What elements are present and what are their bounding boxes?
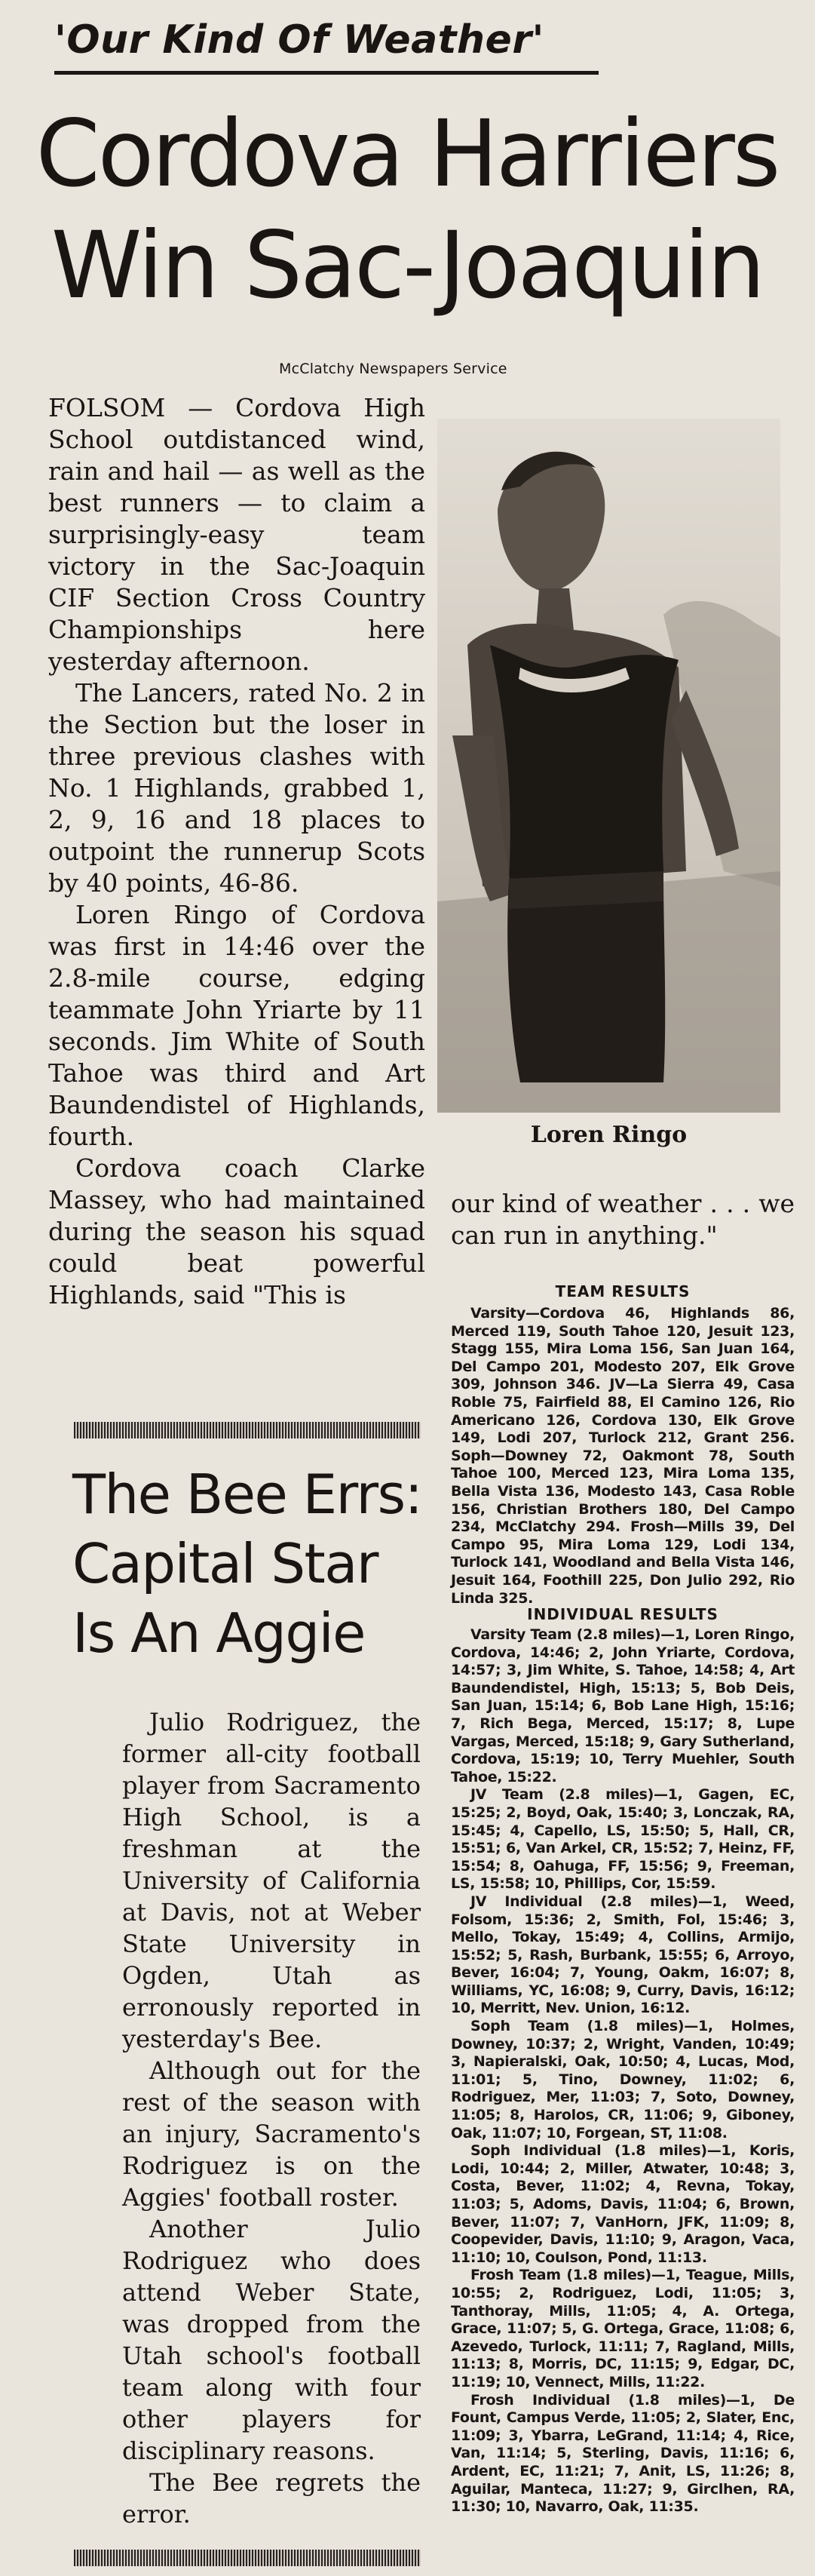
bee-paragraph: Although out for the rest of the season with an injury, Sacramento's Rodriguez is on the Aggies' football roster.: [122, 2056, 421, 2212]
individual-results: [451, 1626, 795, 2516]
headline-line-2: Win Sac-Joaquin: [51, 212, 764, 319]
headline-line-1: Cordova Harriers: [35, 100, 779, 207]
story-continuation-text: our kind of weather . . . we can run in anything.": [451, 1189, 795, 1250]
story-paragraph: The Lancers, rated No. 2 in the Section but the loser in three previous clashes with No. 1 Highlands, grabbed 1, 2, 9, 16 and 18 places to outpoint the runnerup Scots by 40 points, 46-86.: [48, 678, 425, 898]
story-paragraph: Cordova coach Clarke Massey, who had maintained during the season his squad could beat powerful Highlands, said "This is: [48, 1153, 425, 1309]
section-divider-top: [74, 1422, 421, 1438]
results-block-jv-individual: JV Individual (2.8 miles)—1, Weed, Folsom, 15:36; 2, Smith, Fol, 15:46; 3, Mello, Tokay, 15:49; 4, Collins, Armijo, 15:52; 5, Rash, Burbank, 15:55; 6, Arroyo, Bever, 16:04; 7, Young, Oakm, 16:07; 8, Williams, YC, 16:08; 9, Curry, Davis, 16:12; 10, Merritt, Nev. Union, 16:12.: [451, 1893, 795, 2017]
results-block-soph-individual: Soph Individual (1.8 miles)—1, Koris, Lodi, 10:44; 2, Miller, Atwater, 10:48; 3, Costa, Bever, 11:02; 4, Revna, Tokay, 11:03; 5, Adoms, Davis, 11:04; 6, Brown, Bever, 11:07; 7, VanHorn, JFK, 11:09; 8, Coopevider, Davis, 11:10; 9, Aragon, Vaca, 11:10; 10, Coulson, Pond, 11:13.: [451, 2142, 795, 2266]
team-results-text: Varsity—Cordova 46, Highlands 86, Merced 119, South Tahoe 120, Jesuit 123, Stagg 155, Mira Loma 156, San Juan 164, Del Campo 201, Modesto 207, Elk Grove 309, Johnson 346. JV—La Sierra 49, Casa Roble 75, Fairfield 88, El Camino 126, Rio Americano 126, Cordova 130, Elk Grove 149, Lodi 207, Turlock 212, Grant 256. Soph—Downey 72, Oakmont 78, South Tahoe 100, Merced 123, Mira Loma 135, Bella Vista 136, Modesto 143, Casa Roble 156, Christian Brothers 180, Del Campo 234, McClatchy 294. Frosh—Mills 39, Del Campo 95, Mira Loma 129, Lodi 134, Turlock 141, Woodland and Bella Vista 146, Jesuit 164, Foothill 225, Don Julio 292, Rio Linda 325.: [451, 1305, 795, 1607]
section-divider-bottom: [74, 2550, 421, 2566]
bee-correction-body: [122, 1706, 421, 2530]
kicker-rule: [54, 71, 599, 75]
story-paragraph: Loren Ringo of Cordova was first in 14:46 over the 2.8-mile course, edging teammate John Yriarte by 11 seconds. Jim White of South Tahoe was third and Art Baundendistel of Highlands, fourth.: [48, 900, 425, 1151]
bee-correction-headline: [72, 1460, 434, 1668]
bee-headline-line: The Bee Errs:: [72, 1463, 422, 1526]
results-block-frosh-team: Frosh Team (1.8 miles)—1, Teague, Mills, 10:55; 2, Rodriguez, Lodi, 11:05; 3, Tanthoray, Mills, 11:05; 4, A. Ortega, Grace, 11:07; 5, G. Ortega, Grace, 11:08; 6, Azevedo, Turlock, 11:11; 7, Ragland, Mills, 11:13; 8, Morris, DC, 11:15; 9, Edgar, DC, 11:19; 10, Vennect, Mills, 11:22.: [451, 2267, 795, 2390]
results-block-frosh-individual: Frosh Individual (1.8 miles)—1, De Fount, Campus Verde, 11:05; 2, Slater, Enc, 11:09; 3, Ybarra, LeGrand, 11:14; 4, Rice, Van, 11:14; 5, Sterling, Davis, 11:16; 6, Ardent, EC, 11:21; 7, Anit, LS, 11:26; 8, Aguilar, Manteca, 11:27; 9, Girclhen, RA, 11:30; 10, Navarro, Oak, 11:35.: [451, 2391, 795, 2516]
story-body: [48, 392, 425, 1311]
photo-caption: Loren Ringo: [530, 1122, 688, 1148]
bee-paragraph: Another Julio Rodriguez who does attend Weber State, was dropped from the Utah school's football team along with four other players for disciplinary reasons.: [122, 2215, 421, 2465]
bee-headline-line: Capital Star: [72, 1532, 378, 1595]
story-paragraph: FOLSOM — Cordova High School outdistanced wind, rain and hail — as well as the best runners — to claim a surprisingly-easy team victory in the Sac-Joaquin CIF Section Cross Country Championships here yesterday afternoon.: [48, 393, 425, 676]
bee-paragraph: Julio Rodriguez, the former all-city football player from Sacramento High School, is a freshman at the University of California at Davis, not at Weber State University in Ogden, Utah as erronously reported in yesterday's Bee.: [122, 1708, 421, 2053]
bee-paragraph: The Bee regrets the error.: [122, 2468, 421, 2528]
team-results-heading: TEAM RESULTS: [555, 1282, 691, 1300]
individual-results-heading: INDIVIDUAL RESULTS: [527, 1605, 718, 1623]
results-block-jv-team: JV Team (2.8 miles)—1, Gagen, EC, 15:25; 2, Boyd, Oak, 15:40; 3, Lonczak, RA, 15:45; 4, Capello, LS, 15:50; 5, Hall, CR, 15:51; 6, Van Arkel, CR, 15:52; 7, Heinz, FF, 15:54; 8, Oahuga, FF, 15:56; 9, Freeman, LS, 15:58; 10, Phillips, Cor, 15:59.: [451, 1786, 795, 1893]
bee-headline-line: Is An Aggie: [72, 1601, 365, 1665]
results-block-soph-team: Soph Team (1.8 miles)—1, Holmes, Downey, 10:37; 2, Wright, Vanden, 10:49; 3, Napieralski, Oak, 10:50; 4, Lucas, Mod, 11:01; 5, Tino, Downey, 11:02; 6, Rodriguez, Mer, 11:03; 7, Soto, Downey, 11:05; 8, Harolos, CR, 11:06; 9, Giboney, Oak, 11:07; 10, Forgean, ST, 11:08.: [451, 2018, 795, 2142]
main-headline: [30, 98, 784, 321]
story-continuation: [451, 1188, 795, 1251]
kicker-headline: 'Our Kind Of Weather': [54, 17, 544, 63]
results-block-varsity-team: Varsity Team (2.8 miles)—1, Loren Ringo, Cordova, 14:46; 2, John Yriarte, Cordova, 14:57; 3, Jim White, S. Tahoe, 14:58; 4, Art Baundendistel, High, 15:13; 5, Bob Deis, San Juan, 15:14; 6, Bob Lane High, 15:16; 7, Rich Bega, Merced, 15:17; 8, Lupe Vargas, Merced, 15:18; 9, Gary Sutherland, Cordova, 15:19; 10, Terry Muehler, South Tahoe, 15:22.: [451, 1626, 795, 1785]
runner-illustration: [437, 419, 780, 1113]
runner-photo: [437, 419, 780, 1113]
wire-credit: McClatchy Newspapers Service: [279, 361, 507, 377]
